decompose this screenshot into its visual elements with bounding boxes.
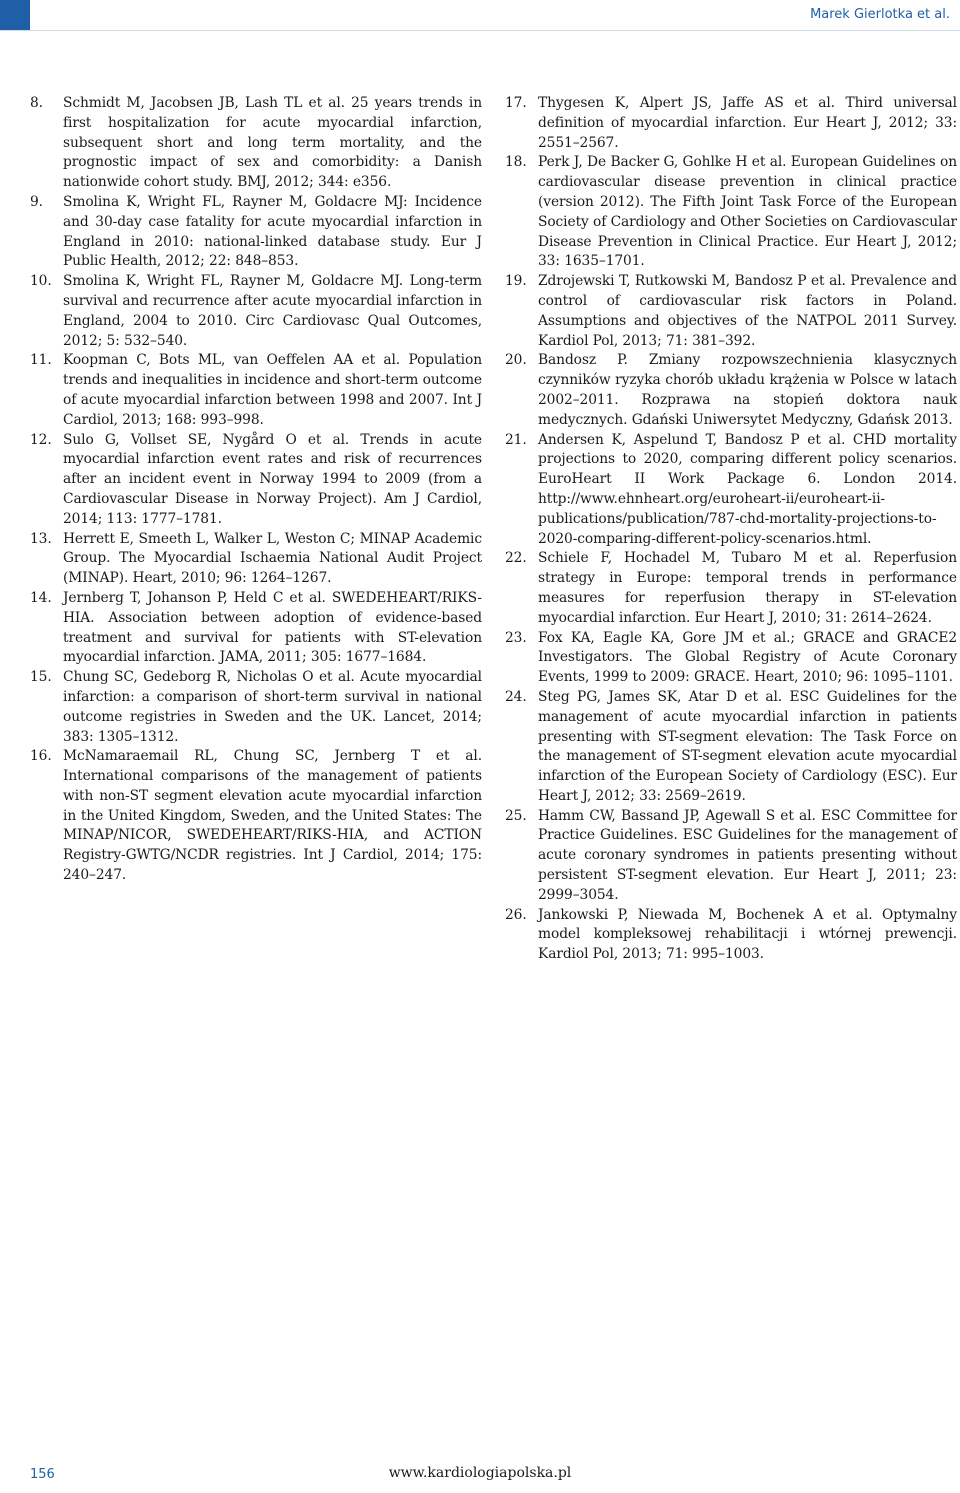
reference-number: 14.	[30, 589, 52, 606]
reference-number: 18.	[505, 154, 527, 171]
reference-text: Bandosz P. Zmiany rozpowszechnienia klasycznych czynników ryzyka chorób układu krążenia w Polsce w latach 2002–2011. Rozprawa na stopień doktora nauk medycznych. Gdański Uniwersytet Medyczny, Gdańsk 2013.	[538, 352, 957, 428]
reference-text: Koopman C, Bots ML, van Oeffelen AA et al. Population trends and inequalities in incidence and short-term outcome of acute myocardial infarction between 1998 and 2007. Int J Cardiol, 2013; 168: 993–998.	[63, 352, 482, 428]
running-author: Marek Gierlotka et al.	[810, 7, 950, 22]
reference-item	[505, 431, 957, 550]
reference-number: 25.	[505, 807, 527, 824]
reference-item	[505, 906, 957, 965]
reference-text: Smolina K, Wright FL, Rayner M, Goldacre MJ. Long-term survival and recurrence after acute myocardial infarction in England, 2004 to 2010. Circ Cardiovasc Qual Outcomes, 2012; 5: 532–540.	[63, 273, 482, 349]
reference-item	[30, 747, 482, 886]
reference-item	[505, 629, 957, 688]
reference-item	[505, 351, 957, 430]
page-number: 156	[30, 1467, 55, 1482]
header-accent-square	[0, 0, 30, 30]
reference-item	[30, 351, 482, 430]
reference-text: Hamm CW, Bassand JP, Agewall S et al. ESC Committee for Practice Guidelines. ESC Guidelines for the management of acute coronary syndromes in patients presenting without persistent ST-segment elevation. Eur Heart J, 2011; 23: 2999–3054.	[538, 807, 957, 903]
reference-number: 22.	[505, 550, 527, 567]
reference-number: 16.	[30, 748, 52, 765]
reference-number: 11.	[30, 352, 52, 369]
reference-text: Zdrojewski T, Rutkowski M, Bandosz P et al. Prevalence and control of cardiovascular risk factors in Poland. Assumptions and objectives of the NATPOL 2011 Survey. Kardiol Pol, 2013; 71: 381–392.	[538, 273, 957, 349]
reference-number: 8.	[30, 95, 43, 111]
journal-url: www.kardiologiapolska.pl	[388, 1465, 572, 1481]
reference-text: Schiele F, Hochadel M, Tubaro M et al. Reperfusion strategy in Europe: temporal trends in performance measures for reperfusion therapy in ST-elevation myocardial infarction. Eur Heart J, 2010; 31: 2614–2624.	[538, 550, 957, 626]
reference-number: 10.	[30, 273, 52, 290]
reference-number: 23.	[505, 629, 527, 646]
reference-number: 17.	[505, 95, 527, 111]
reference-text: Perk J, De Backer G, Gohlke H et al. European Guidelines on cardiovascular disease prevention in clinical practice (version 2012). The Fifth Joint Task Force of the European Society of Cardiology and Other Societies on Cardiovascular Disease Prevention in Clinical Practice. Eur Heart J, 2012; 33: 1635–1701.	[538, 154, 957, 270]
reference-item	[30, 272, 482, 351]
reference-item	[505, 807, 957, 906]
reference-number: 26.	[505, 906, 527, 923]
reference-item	[30, 589, 482, 668]
reference-text: Herrett E, Smeeth L, Walker L, Weston C; MINAP Academic Group. The Myocardial Ischaemia National Audit Project (MINAP). Heart, 2010; 96: 1264–1267.	[63, 530, 482, 587]
page-header	[0, 0, 960, 31]
reference-text: Sulo G, Vollset SE, Nygård O et al. Trends in acute myocardial infarction event rates and risk of recurrences after an incident event in Norway 1994 to 2009 (from a Cardiovascular Disease in Norway Project). Am J Cardiol, 2014; 113: 1777–1781.	[63, 431, 482, 527]
reference-item	[30, 94, 482, 193]
reference-text: Fox KA, Eagle KA, Gore JM et al.; GRACE and GRACE2 Investigators. The Global Registry of Acute Coronary Events, 1999 to 2009: GRACE. Heart, 2010; 96: 1095–1101.	[538, 629, 957, 686]
reference-item	[505, 94, 957, 153]
reference-text: Jernberg T, Johanson P, Held C et al. SWEDEHEART/RIKS-HIA. Association between adoption of evidence-based treatment and survival for patients with ST-elevation myocardial infarction. JAMA, 2011; 305: 1677–1684.	[63, 589, 482, 666]
reference-number: 20.	[505, 352, 527, 369]
reference-text: McNamaraemail RL, Chung SC, Jernberg T et al. International comparisons of the management of patients with non-ST segment elevation acute myocardial infarction in the United Kingdom, Sweden, and the United States: The MINAP/NICOR, SWEDEHEART/RIKS-HIA, and ACTION Registry-GWTG/NCDR registries. Int J Cardiol, 2014; 175: 240–247.	[63, 748, 482, 884]
reference-number: 13.	[30, 530, 52, 547]
reference-item	[505, 549, 957, 628]
reference-number: 24.	[505, 688, 527, 705]
reference-item	[30, 530, 482, 589]
reference-item	[505, 688, 957, 807]
reference-item	[505, 272, 957, 351]
reference-number: 9.	[30, 193, 43, 210]
reference-text: Chung SC, Gedeborg R, Nicholas O et al. Acute myocardial infarction: a comparison of short-term survival in national outcome registries in Sweden and the UK. Lancet, 2014; 383: 1305–1312.	[63, 669, 482, 745]
reference-item	[505, 153, 957, 272]
reference-text: Smolina K, Wright FL, Rayner M, Goldacre MJ: Incidence and 30-day case fatality for acute myocardial infarction in England in 2010: national-linked database study. Eur J Public Health, 2012; 22: 848–853.	[63, 193, 482, 270]
references-left-column	[30, 94, 482, 886]
references-right-column	[505, 94, 957, 965]
reference-text: Jankowski P, Niewada M, Bochenek A et al. Optymalny model kompleksowej rehabilitacji i wtórnej prewencji. Kardiol Pol, 2013; 71: 995–1003.	[538, 906, 957, 963]
reference-number: 15.	[30, 669, 52, 686]
reference-item	[30, 193, 482, 272]
reference-text: Thygesen K, Alpert JS, Jaffe AS et al. Third universal definition of myocardial infarction. Eur Heart J, 2012; 33: 2551–2567.	[538, 95, 957, 151]
reference-number: 19.	[505, 273, 527, 290]
reference-text: Schmidt M, Jacobsen JB, Lash TL et al. 25 years trends in first hospitalization for acute myocardial infarction, subsequent short and long term mortality, and the prognostic impact of sex and comorbidity: a Danish nationwide cohort study. BMJ, 2012; 344: e356.	[63, 95, 482, 191]
reference-item	[30, 431, 482, 530]
reference-number: 21.	[505, 431, 527, 448]
reference-item	[30, 668, 482, 747]
reference-text: Steg PG, James SK, Atar D et al. ESC Guidelines for the management of acute myocardial infarction in patients presenting with ST-segment elevation: The Task Force on the management of ST-segment elevation acute myocardial infarction of the European Society of Cardiology (ESC). Eur Heart J, 2012; 33: 2569–2619.	[538, 688, 957, 804]
reference-text: Andersen K, Aspelund T, Bandosz P et al. CHD mortality projections to 2020, comparing different policy scenarios. EuroHeart II Work Package 6. London 2014. http://www.ehnheart.org/euroheart-ii/euroheart-ii-publications/publication/787-chd-mortality-projections-to-2020-comparing-different-policy-scenarios.html.	[538, 431, 957, 547]
reference-number: 12.	[30, 431, 52, 448]
